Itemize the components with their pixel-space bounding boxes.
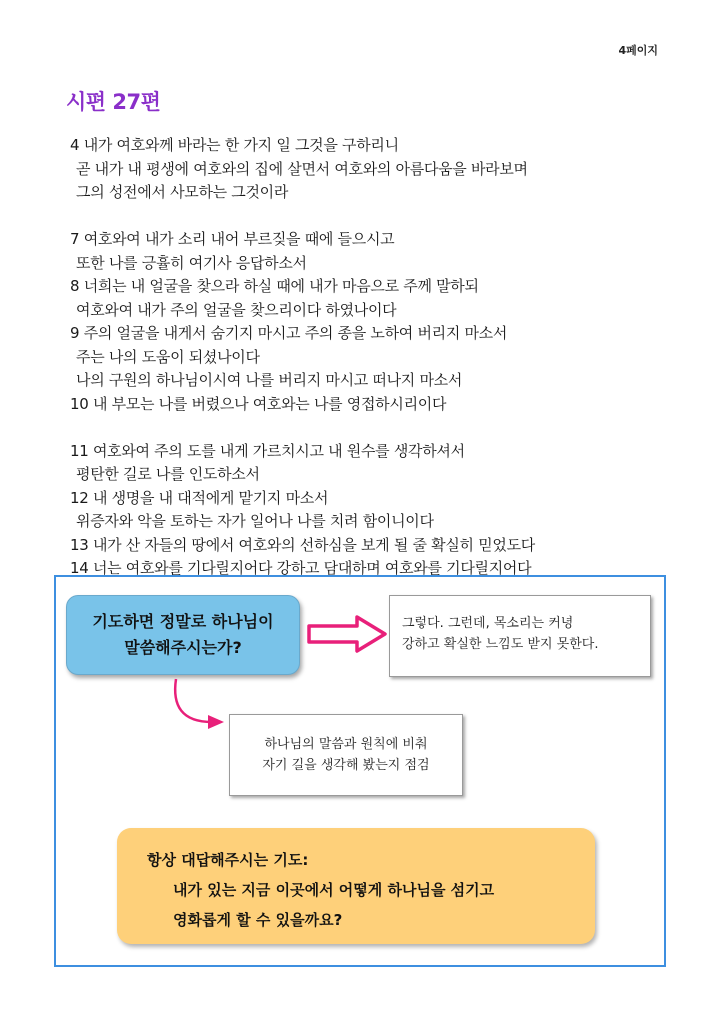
verse-line: 4 내가 여호와께 바라는 한 가지 일 그것을 구하리니 bbox=[70, 136, 399, 154]
page-number: 4페이지 bbox=[618, 44, 658, 57]
answer-box bbox=[389, 595, 651, 677]
verse-line: 그의 성전에서 사모하는 그것이라 bbox=[76, 183, 289, 201]
curved-arrow-icon bbox=[168, 676, 232, 746]
verse-line: 8 너희는 내 얼굴을 찾으라 하실 때에 내가 마음으로 주께 말하되 bbox=[70, 277, 479, 295]
verse-line: 13 내가 산 자들의 땅에서 여호와의 선하심을 보게 될 줄 확실히 믿었도다 bbox=[70, 535, 535, 554]
prayer-line: 내가 있는 지금 이곳에서 어떻게 하나님을 섬기고 bbox=[173, 881, 495, 899]
question-box bbox=[66, 595, 300, 675]
verse-line: 여호와여 내가 주의 얼굴을 찾으리이다 하였나이다 bbox=[76, 300, 397, 319]
prayer-line: 영화롭게 할 수 있을까요? bbox=[173, 911, 343, 929]
verse-line: 주는 나의 도움이 되셨나이다 bbox=[76, 347, 260, 366]
verse-list bbox=[70, 134, 650, 581]
verse-line: 나의 구원의 하나님이시여 나를 버리지 마시고 떠나지 마소서 bbox=[76, 371, 463, 389]
page-title: 시편 27편 bbox=[66, 90, 161, 114]
verse-line: 7 여호와여 내가 소리 내어 부르짖을 때에 들으시고 bbox=[70, 230, 395, 248]
check-line: 자기 길을 생각해 봤는지 점검 bbox=[262, 758, 430, 773]
check-box bbox=[229, 714, 463, 796]
verse-gap bbox=[70, 205, 650, 229]
verse-line: 11 여호와여 주의 도를 내게 가르치시고 내 원수를 생각하셔서 bbox=[70, 441, 465, 460]
arrow-right-icon bbox=[305, 614, 389, 654]
answer-line: 그렇다. 그런데, 목소리는 커녕 bbox=[402, 616, 574, 631]
verse-line: 9 주의 얼굴을 내게서 숨기지 마시고 주의 종을 노하여 버리지 마소서 bbox=[70, 324, 508, 342]
question-line: 말씀해주시는가? bbox=[124, 638, 242, 657]
verse-line: 10 내 부모는 나를 버렸으나 여호와는 나를 영접하시리이다 bbox=[70, 394, 447, 413]
verse-line: 위증자와 악을 토하는 자가 일어나 나를 치려 함이니이다 bbox=[76, 512, 434, 530]
verse-line: 평탄한 길로 나를 인도하소서 bbox=[76, 465, 260, 483]
verse-line: 또한 나를 긍휼히 여기사 응답하소서 bbox=[76, 253, 307, 272]
verse-line: 14 너는 여호와를 기다릴지어다 강하고 담대하며 여호와를 기다릴지어다 bbox=[70, 559, 532, 577]
answer-line: 강하고 확실한 느낌도 받지 못한다. bbox=[402, 637, 599, 652]
prayer-heading: 항상 대답해주시는 기도: bbox=[147, 851, 309, 869]
verse-line: 곧 내가 내 평생에 여호와의 집에 살면서 여호와의 아름다움을 바라보며 bbox=[76, 159, 528, 178]
prayer-box bbox=[117, 828, 595, 944]
question-line: 기도하면 정말로 하나님이 bbox=[92, 612, 274, 631]
check-line: 하나님의 말씀과 원칙에 비춰 bbox=[264, 737, 428, 752]
verse-line: 12 내 생명을 내 대적에게 맡기지 마소서 bbox=[70, 488, 329, 507]
verse-gap bbox=[70, 416, 650, 440]
